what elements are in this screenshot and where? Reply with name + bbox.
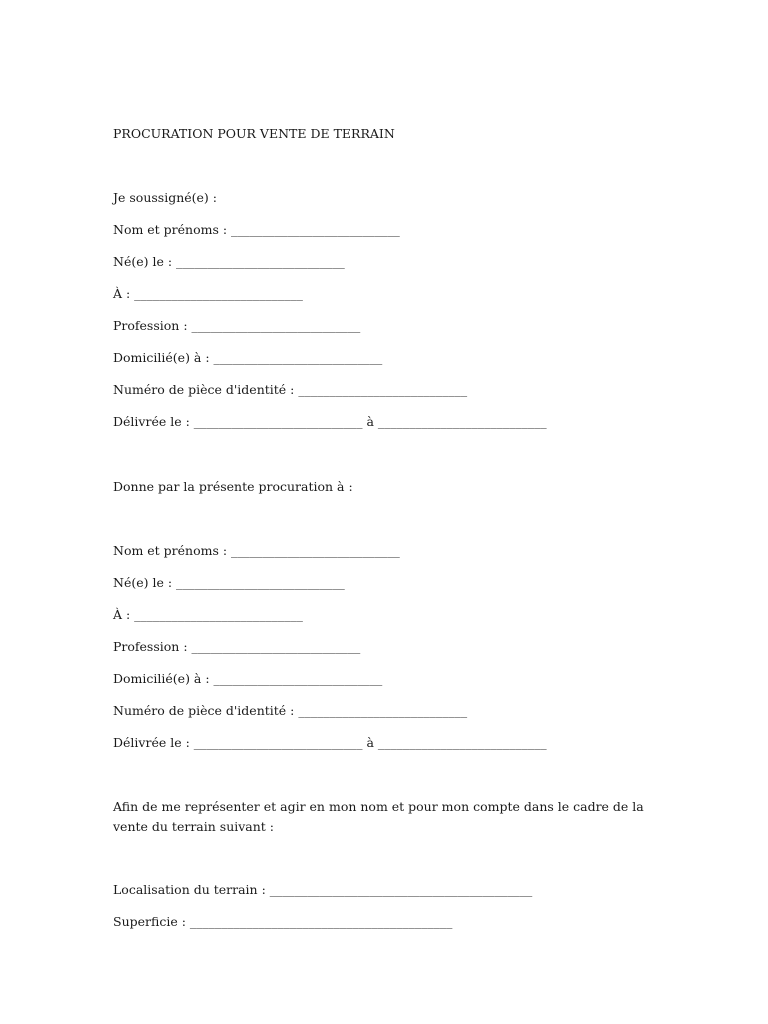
terrain-area-field: Superficie : __________________________________________: [113, 914, 453, 929]
mandant-issued-field: Délivrée le : ___________________________ à ___________________________: [113, 414, 547, 429]
mandant-domicile-field: Domicilié(e) à : ___________________________: [113, 350, 383, 365]
mandataire-profession-field: Profession : ___________________________: [113, 639, 361, 654]
grant-text: Donne par la présente procuration à :: [113, 479, 353, 494]
intro-text: Je soussigné(e) :: [113, 190, 217, 205]
mandant-birth-place-field: À : ___________________________: [113, 286, 303, 301]
mandant-birth-date-field: Né(e) le : ___________________________: [113, 254, 345, 269]
mandataire-id-number-field: Numéro de pièce d'identité : ___________________________: [113, 703, 468, 718]
mandataire-name-field: Nom et prénoms : ___________________________: [113, 543, 400, 558]
mandataire-birth-place-field: À : ___________________________: [113, 607, 303, 622]
mandant-id-number-field: Numéro de pièce d'identité : ___________________________: [113, 382, 468, 397]
mandataire-birth-date-field: Né(e) le : ___________________________: [113, 575, 345, 590]
mandataire-issued-field: Délivrée le : ___________________________ à ___________________________: [113, 735, 547, 750]
mandant-profession-field: Profession : ___________________________: [113, 318, 361, 333]
terrain-location-field: Localisation du terrain : __________________________________________: [113, 882, 533, 897]
mandant-name-field: Nom et prénoms : ___________________________: [113, 222, 400, 237]
document-title: PROCURATION POUR VENTE DE TERRAIN: [113, 126, 395, 141]
purpose-paragraph: Afin de me représenter et agir en mon nom et pour mon compte dans le cadre de la vente du terrain suivant :: [113, 799, 644, 834]
mandataire-domicile-field: Domicilié(e) à : ___________________________: [113, 671, 383, 686]
